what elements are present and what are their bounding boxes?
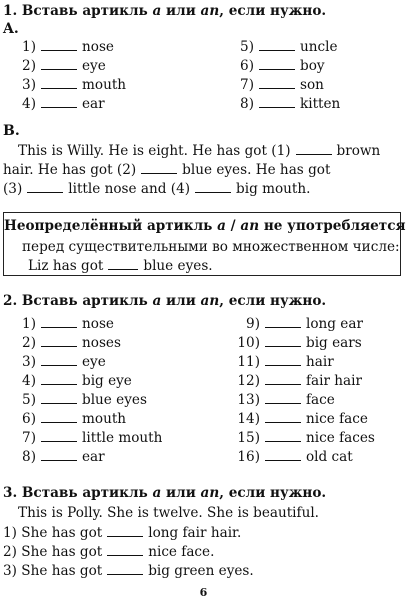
part-b-label: B. (3, 123, 20, 139)
answer-blank[interactable] (41, 95, 77, 108)
answer-blank[interactable] (41, 76, 77, 89)
heading-article-a: a (152, 3, 162, 19)
grammar-rule-box (3, 212, 406, 276)
answer-blank[interactable] (141, 161, 177, 174)
list-item: 6) boy (240, 58, 325, 74)
list-item: 8) kitten (240, 96, 341, 112)
rule-example: Liz has got blue eyes. (28, 258, 213, 274)
list-item: 7) little mouth (22, 430, 163, 446)
list-item: 3) eye (22, 354, 106, 370)
answer-blank[interactable] (41, 448, 77, 461)
heading-text: , если нужно. (219, 3, 327, 19)
answer-blank[interactable] (265, 448, 301, 461)
list-item: 8) ear (22, 449, 105, 465)
exercise-3-heading: 3. Вставь артикль a или an, если нужно. (3, 485, 327, 501)
exercise-1-heading (3, 3, 326, 19)
paragraph-line: This is Willy. He is eight. He has got (1) brown (18, 143, 381, 159)
answer-blank[interactable] (259, 38, 295, 51)
list-item: 10) big ears (237, 335, 362, 351)
answer-blank[interactable] (265, 315, 301, 328)
list-item: 2) noses (22, 335, 121, 351)
list-item: 16) old cat (237, 449, 353, 465)
rule-text: перед существительными во множественном числе: (22, 239, 400, 255)
answer-blank[interactable] (41, 315, 77, 328)
answer-blank[interactable] (107, 543, 143, 556)
answer-blank[interactable] (265, 429, 301, 442)
list-item: 3) mouth (22, 77, 127, 93)
list-item: 4) big eye (22, 373, 132, 389)
list-item: 1) nose (22, 39, 114, 55)
answer-blank[interactable] (41, 353, 77, 366)
sentence-item: 2) She has got nice face. (3, 544, 215, 560)
exercise-3-intro: This is Polly. She is twelve. She is beautiful. (18, 505, 319, 521)
answer-blank[interactable] (41, 38, 77, 51)
example-blank (108, 257, 138, 270)
answer-blank[interactable] (259, 76, 295, 89)
list-item: 13) face (237, 392, 335, 408)
answer-blank[interactable] (41, 410, 77, 423)
sentence-item: 3) She has got big green eyes. (3, 563, 254, 579)
answer-blank[interactable] (265, 372, 301, 385)
answer-blank[interactable] (41, 391, 77, 404)
answer-blank[interactable] (107, 524, 143, 537)
list-item: 6) mouth (22, 411, 127, 427)
sentence-item: 1) She has got long fair hair. (3, 525, 242, 541)
answer-blank[interactable] (296, 142, 332, 155)
paragraph-line: (3) little nose and (4) big mouth. (3, 181, 311, 197)
answer-blank[interactable] (107, 562, 143, 575)
exercise-2-heading: 2. Вставь артикль a или an, если нужно. (3, 293, 327, 309)
answer-blank[interactable] (41, 372, 77, 385)
answer-blank[interactable] (265, 353, 301, 366)
list-item: 5) uncle (240, 39, 338, 55)
list-item: 5) blue eyes (22, 392, 147, 408)
answer-blank[interactable] (41, 334, 77, 347)
list-item: 11) hair (237, 354, 334, 370)
paragraph-line: hair. He has got (2) blue eyes. He has got (3, 162, 331, 178)
answer-blank[interactable] (265, 410, 301, 423)
list-item: 15) nice faces (237, 430, 375, 446)
answer-blank[interactable] (41, 429, 77, 442)
page-number: 6 (199, 586, 208, 599)
heading-article-an: an (200, 3, 220, 19)
heading-text: 1. Вставь артикль (3, 3, 153, 19)
list-item: 14) nice face (237, 411, 368, 427)
list-item: 4) ear (22, 96, 105, 112)
answer-blank[interactable] (27, 180, 63, 193)
answer-blank[interactable] (265, 391, 301, 404)
list-item: 2) eye (22, 58, 106, 74)
list-item: 9) long ear (246, 316, 363, 332)
answer-blank[interactable] (41, 57, 77, 70)
answer-blank[interactable] (265, 334, 301, 347)
answer-blank[interactable] (259, 95, 295, 108)
list-item: 12) fair hair (237, 373, 363, 389)
part-a-label: A. (3, 21, 19, 37)
rule-title: Неопределённый артикль a / an не употребляется (4, 218, 406, 234)
heading-text: или (161, 3, 201, 19)
list-item: 1) nose (22, 316, 114, 332)
answer-blank[interactable] (195, 180, 231, 193)
answer-blank[interactable] (259, 57, 295, 70)
list-item: 7) son (240, 77, 324, 93)
